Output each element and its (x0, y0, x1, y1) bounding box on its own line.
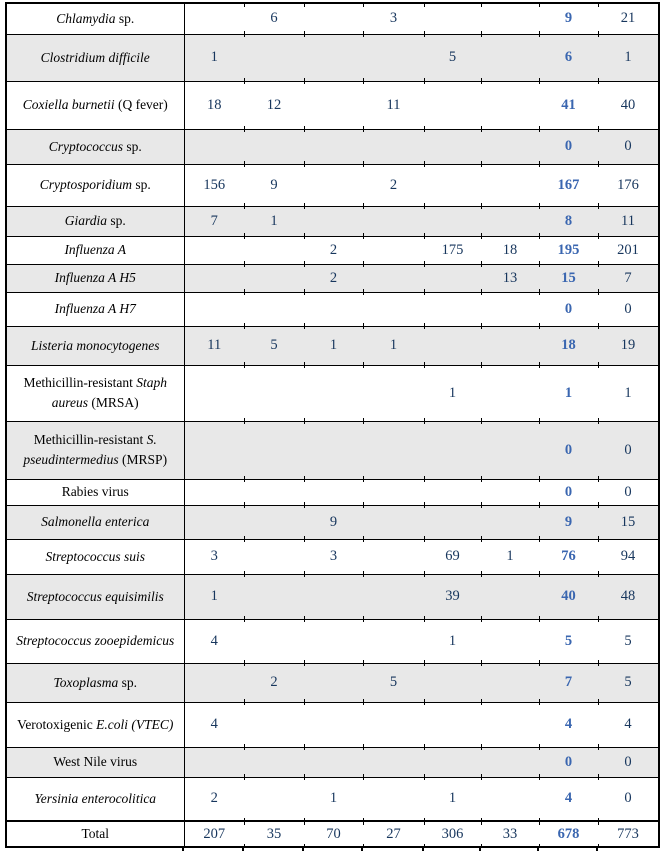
count-cell (184, 264, 244, 292)
count-cell: 2 (184, 777, 244, 821)
column-divider-stub (242, 848, 244, 851)
count-cell (304, 421, 363, 479)
pathogen-name-segment: Clostridium difficile (40, 49, 150, 65)
count-cell: 7 (184, 206, 244, 236)
table-row (6, 747, 659, 777)
count-cell (244, 702, 304, 747)
pathogen-name-cell (6, 702, 184, 747)
count-cell (363, 236, 424, 264)
count-cell: 70 (304, 821, 363, 847)
count-cell: 306 (424, 821, 481, 847)
count-cell: 4 (184, 619, 244, 663)
count-cell (184, 3, 244, 34)
count-cell: 13 (481, 264, 539, 292)
pathogen-name-segment: Staph aureus (51, 375, 168, 410)
pathogen-name-cell (6, 236, 184, 264)
count-cell: 9 (304, 505, 363, 539)
pathogen-name-segment: (MRSP) (118, 452, 168, 467)
count-cell (481, 574, 539, 619)
count-cell: 94 (598, 539, 659, 574)
count-cell (184, 663, 244, 702)
count-cell (481, 505, 539, 539)
total-count-cell: 15 (539, 264, 598, 292)
count-cell: 21 (598, 3, 659, 34)
count-cell: 5 (598, 663, 659, 702)
count-cell (481, 3, 539, 34)
count-cell (481, 663, 539, 702)
count-cell (304, 574, 363, 619)
count-cell: 11 (363, 81, 424, 129)
count-cell (363, 505, 424, 539)
table-row (6, 479, 659, 505)
total-count-cell: 8 (539, 206, 598, 236)
pathogen-count-table (5, 2, 660, 848)
count-cell (363, 574, 424, 619)
count-cell: 175 (424, 236, 481, 264)
count-cell: 773 (598, 821, 659, 847)
total-count-cell: 6 (539, 34, 598, 81)
column-divider-stub (361, 848, 363, 851)
pathogen-name-segment: Methicillin-resistant (23, 375, 137, 391)
total-row (6, 821, 659, 847)
count-cell (424, 164, 481, 206)
zoonoses-table-fragment (5, 2, 658, 852)
count-cell (424, 747, 481, 777)
pathogen-name-cell (6, 164, 184, 206)
count-cell (481, 292, 539, 326)
count-cell: 201 (598, 236, 659, 264)
count-cell (184, 421, 244, 479)
pathogen-name-segment: Cryptosporidium (39, 177, 132, 193)
count-cell: 0 (598, 479, 659, 505)
table-row (6, 164, 659, 206)
count-cell (363, 747, 424, 777)
count-cell (481, 365, 539, 421)
pathogen-name-segment: sp. (107, 213, 126, 229)
count-cell (244, 574, 304, 619)
table-row (6, 264, 659, 292)
pathogen-name-segment: Influenza A (64, 242, 127, 258)
pathogen-name-cell (6, 479, 184, 505)
count-cell: 15 (598, 505, 659, 539)
count-cell (363, 421, 424, 479)
pathogen-name-cell (6, 326, 184, 365)
count-cell (304, 3, 363, 34)
count-cell: 1 (184, 34, 244, 81)
count-cell (481, 81, 539, 129)
table-row (6, 236, 659, 264)
total-count-cell: 9 (539, 505, 598, 539)
pathogen-name-cell (6, 3, 184, 34)
count-cell: 156 (184, 164, 244, 206)
pathogen-name-segment: Coxiella burnetii (22, 97, 115, 113)
count-cell: 3 (184, 539, 244, 574)
count-cell (363, 129, 424, 164)
total-count-cell: 195 (539, 236, 598, 264)
count-cell (424, 421, 481, 479)
count-cell (481, 619, 539, 663)
count-cell (424, 663, 481, 702)
cut-edge-tick-marks (5, 848, 658, 852)
total-label-cell (6, 821, 184, 847)
table-row (6, 663, 659, 702)
pathogen-name-segment: Total (81, 826, 110, 842)
count-cell (481, 702, 539, 747)
pathogen-name-cell (6, 264, 184, 292)
table-row (6, 206, 659, 236)
total-count-cell: 0 (539, 421, 598, 479)
table-row (6, 34, 659, 81)
count-cell: 1 (598, 34, 659, 81)
column-divider-stub (596, 848, 598, 851)
total-count-cell: 41 (539, 81, 598, 129)
count-cell (424, 505, 481, 539)
count-cell (481, 164, 539, 206)
count-cell (424, 292, 481, 326)
count-cell (304, 663, 363, 702)
count-cell: 69 (424, 539, 481, 574)
count-cell (304, 34, 363, 81)
count-cell (363, 777, 424, 821)
count-cell (244, 539, 304, 574)
count-cell: 12 (244, 81, 304, 129)
total-count-cell: 167 (539, 164, 598, 206)
count-cell (304, 619, 363, 663)
pathogen-name-cell (6, 574, 184, 619)
count-cell (244, 365, 304, 421)
pathogen-name-cell (6, 292, 184, 326)
pathogen-name-segment: Yersinia enterocolitica (34, 790, 157, 806)
total-count-cell: 9 (539, 3, 598, 34)
pathogen-name-cell (6, 81, 184, 129)
total-count-cell: 1 (539, 365, 598, 421)
count-cell (424, 3, 481, 34)
count-cell: 3 (363, 3, 424, 34)
count-cell (424, 479, 481, 505)
count-cell (481, 34, 539, 81)
count-cell: 1 (304, 326, 363, 365)
count-cell: 6 (244, 3, 304, 34)
count-cell: 176 (598, 164, 659, 206)
table-row (6, 3, 659, 34)
count-cell: 1 (424, 365, 481, 421)
count-cell (184, 747, 244, 777)
count-cell: 0 (598, 747, 659, 777)
count-cell: 39 (424, 574, 481, 619)
count-cell (424, 129, 481, 164)
count-cell (244, 619, 304, 663)
table-row (6, 292, 659, 326)
table-row (6, 777, 659, 821)
count-cell (481, 326, 539, 365)
count-cell: 2 (244, 663, 304, 702)
pathogen-name-segment: (MRSA) (88, 395, 139, 410)
pathogen-name-segment: sp. (118, 674, 138, 690)
pathogen-name-segment: Methicillin-resistant (33, 432, 147, 448)
table-body (6, 3, 659, 847)
count-cell: 1 (424, 777, 481, 821)
table-row (6, 365, 659, 421)
count-cell: 27 (363, 821, 424, 847)
count-cell: 33 (481, 821, 539, 847)
count-cell (363, 34, 424, 81)
count-cell: 1 (481, 539, 539, 574)
count-cell (184, 292, 244, 326)
count-cell: 207 (184, 821, 244, 847)
count-cell (363, 365, 424, 421)
column-divider-stub (537, 848, 539, 851)
count-cell (184, 236, 244, 264)
count-cell: 3 (304, 539, 363, 574)
count-cell (244, 264, 304, 292)
count-cell (363, 619, 424, 663)
count-cell: 11 (598, 206, 659, 236)
pathogen-name-segment: S. pseudintermedius (23, 432, 157, 467)
count-cell (244, 747, 304, 777)
count-cell: 7 (598, 264, 659, 292)
count-cell: 1 (598, 365, 659, 421)
table-row (6, 619, 659, 663)
pathogen-name-segment: (Q fever) (114, 97, 168, 113)
pathogen-name-segment: sp. (115, 10, 135, 26)
pathogen-name-cell (6, 505, 184, 539)
count-cell (481, 479, 539, 505)
count-cell: 19 (598, 326, 659, 365)
total-count-cell: 7 (539, 663, 598, 702)
count-cell (363, 479, 424, 505)
pathogen-name-segment: sp. (122, 138, 142, 154)
pathogen-name-segment: Salmonella enterica (41, 514, 150, 530)
count-cell (481, 747, 539, 777)
count-cell (481, 206, 539, 236)
count-cell: 5 (424, 34, 481, 81)
column-divider-stub (422, 848, 424, 851)
pathogen-name-cell (6, 663, 184, 702)
count-cell: 5 (598, 619, 659, 663)
count-cell (244, 292, 304, 326)
count-cell (244, 479, 304, 505)
pathogen-name-segment: Streptococcus suis (45, 548, 146, 564)
count-cell: 18 (184, 81, 244, 129)
pathogen-name-segment: Streptococcus equisimilis (26, 588, 164, 604)
count-cell: 4 (184, 702, 244, 747)
count-cell (424, 206, 481, 236)
count-cell (363, 539, 424, 574)
count-cell (244, 34, 304, 81)
count-cell: 5 (363, 663, 424, 702)
count-cell: 1 (424, 619, 481, 663)
table-row (6, 81, 659, 129)
pathogen-name-segment: Toxoplasma (53, 674, 119, 690)
count-cell (363, 292, 424, 326)
count-cell: 2 (363, 164, 424, 206)
pathogen-name-segment: Rabies virus (61, 484, 129, 500)
count-cell (304, 702, 363, 747)
total-count-cell: 5 (539, 619, 598, 663)
pathogen-name-cell (6, 619, 184, 663)
column-divider-stub (302, 848, 304, 851)
total-count-cell: 18 (539, 326, 598, 365)
count-cell (304, 365, 363, 421)
count-cell (424, 264, 481, 292)
count-cell: 0 (598, 292, 659, 326)
pathogen-name-cell (6, 34, 184, 81)
table-row (6, 129, 659, 164)
count-cell: 2 (304, 264, 363, 292)
table-row (6, 574, 659, 619)
pathogen-name-segment: Chlamydia (56, 10, 116, 26)
count-cell (184, 479, 244, 505)
pathogen-name-segment: Giardia (64, 213, 107, 229)
total-count-cell: 0 (539, 129, 598, 164)
count-cell (244, 421, 304, 479)
count-cell: 1 (304, 777, 363, 821)
count-cell (424, 81, 481, 129)
count-cell (304, 206, 363, 236)
count-cell (424, 326, 481, 365)
count-cell (481, 777, 539, 821)
count-cell (304, 479, 363, 505)
pathogen-name-cell (6, 129, 184, 164)
column-divider-stub (182, 848, 184, 851)
pathogen-name-segment: Influenza A H7 (54, 301, 136, 317)
pathogen-name-segment: Cryptococcus (48, 138, 123, 154)
total-count-cell: 76 (539, 539, 598, 574)
count-cell (244, 777, 304, 821)
count-cell: 40 (598, 81, 659, 129)
pathogen-name-cell (6, 539, 184, 574)
count-cell (363, 702, 424, 747)
pathogen-name-cell (6, 421, 184, 479)
column-divider-stub (479, 848, 481, 851)
pathogen-name-cell (6, 365, 184, 421)
total-count-cell: 0 (539, 747, 598, 777)
count-cell: 4 (598, 702, 659, 747)
count-cell (304, 81, 363, 129)
count-cell (184, 505, 244, 539)
pathogen-name-segment: West Nile virus (53, 754, 138, 770)
count-cell: 18 (481, 236, 539, 264)
count-cell (304, 747, 363, 777)
total-count-cell: 40 (539, 574, 598, 619)
total-count-cell: 0 (539, 479, 598, 505)
count-cell: 5 (244, 326, 304, 365)
pathogen-name-segment: Listeria monocytogenes (30, 337, 160, 353)
count-cell (184, 129, 244, 164)
pathogen-name-segment: Streptococcus zooepidemicus (16, 633, 175, 649)
count-cell (184, 365, 244, 421)
count-cell (481, 129, 539, 164)
pathogen-name-segment: sp. (132, 177, 151, 193)
count-cell: 35 (244, 821, 304, 847)
count-cell: 2 (304, 236, 363, 264)
count-cell (244, 236, 304, 264)
total-count-cell: 4 (539, 702, 598, 747)
pathogen-name-segment: E.coli (VTEC) (96, 716, 174, 732)
count-cell (304, 129, 363, 164)
count-cell: 0 (598, 421, 659, 479)
total-count-cell: 678 (539, 821, 598, 847)
table-row (6, 421, 659, 479)
pathogen-name-segment: Influenza A H5 (54, 270, 136, 286)
pathogen-name-cell (6, 206, 184, 236)
count-cell (363, 206, 424, 236)
count-cell (424, 702, 481, 747)
count-cell: 48 (598, 574, 659, 619)
pathogen-name-cell (6, 777, 184, 821)
table-row (6, 539, 659, 574)
pathogen-name-cell (6, 747, 184, 777)
count-cell: 1 (184, 574, 244, 619)
table-row (6, 505, 659, 539)
total-count-cell: 0 (539, 292, 598, 326)
count-cell: 0 (598, 777, 659, 821)
count-cell: 1 (363, 326, 424, 365)
count-cell (304, 292, 363, 326)
count-cell (304, 164, 363, 206)
count-cell (363, 264, 424, 292)
pathogen-name-segment: Verotoxigenic (17, 716, 97, 732)
table-row (6, 326, 659, 365)
count-cell (244, 505, 304, 539)
total-count-cell: 4 (539, 777, 598, 821)
count-cell: 11 (184, 326, 244, 365)
table-row (6, 702, 659, 747)
count-cell (244, 129, 304, 164)
count-cell: 9 (244, 164, 304, 206)
count-cell: 1 (244, 206, 304, 236)
count-cell (481, 421, 539, 479)
count-cell: 0 (598, 129, 659, 164)
